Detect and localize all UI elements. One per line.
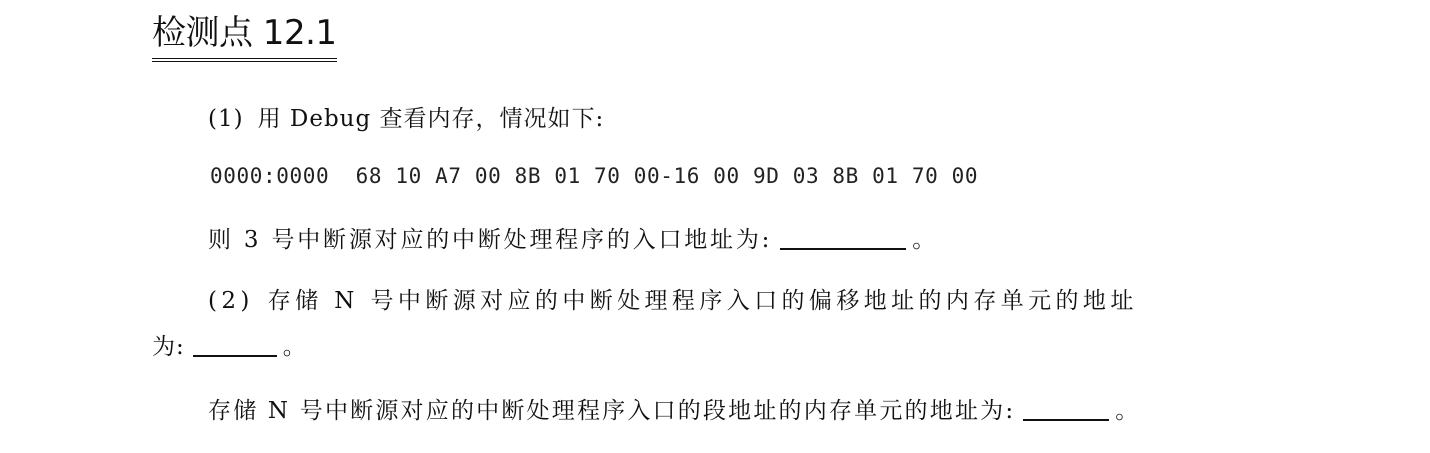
q2-continuation [152, 329, 307, 365]
q2-segment-question [208, 393, 1141, 429]
q2-answer-blank-2 [1023, 395, 1109, 421]
memory-dump: 0000:0000 68 10 A7 00 8B 01 70 00-16 00 9D 03 8B 01 70 00 [210, 164, 979, 188]
q1-answer-blank [780, 224, 906, 250]
q2-intro [208, 283, 1138, 319]
q1-period: 。 [912, 227, 939, 253]
q1-question [208, 222, 938, 258]
q1-question-text: 则 3 号中断源对应的中断处理程序的入口地址为: [208, 227, 773, 253]
q2-segment-text: 存储 N 号中断源对应的中断处理程序入口的段地址的内存单元的地址为: [208, 398, 1016, 424]
q1-intro-text: 用 Debug 查看内存，情况如下: [257, 106, 605, 132]
q2-number: (2) [208, 288, 254, 314]
q2-period-2: 。 [1115, 398, 1141, 424]
q1-intro [208, 101, 604, 137]
q2-intro-text: 存储 N 号中断源对应的中断处理程序入口的偏移地址的内存单元的地址 [267, 288, 1138, 314]
q2-cont-text: 为: [152, 334, 185, 360]
q2-period-1: 。 [282, 334, 307, 360]
section-heading: 检测点 12.1 [152, 10, 337, 62]
q2-answer-blank-1 [193, 331, 277, 357]
q1-number: (1) [208, 106, 244, 132]
